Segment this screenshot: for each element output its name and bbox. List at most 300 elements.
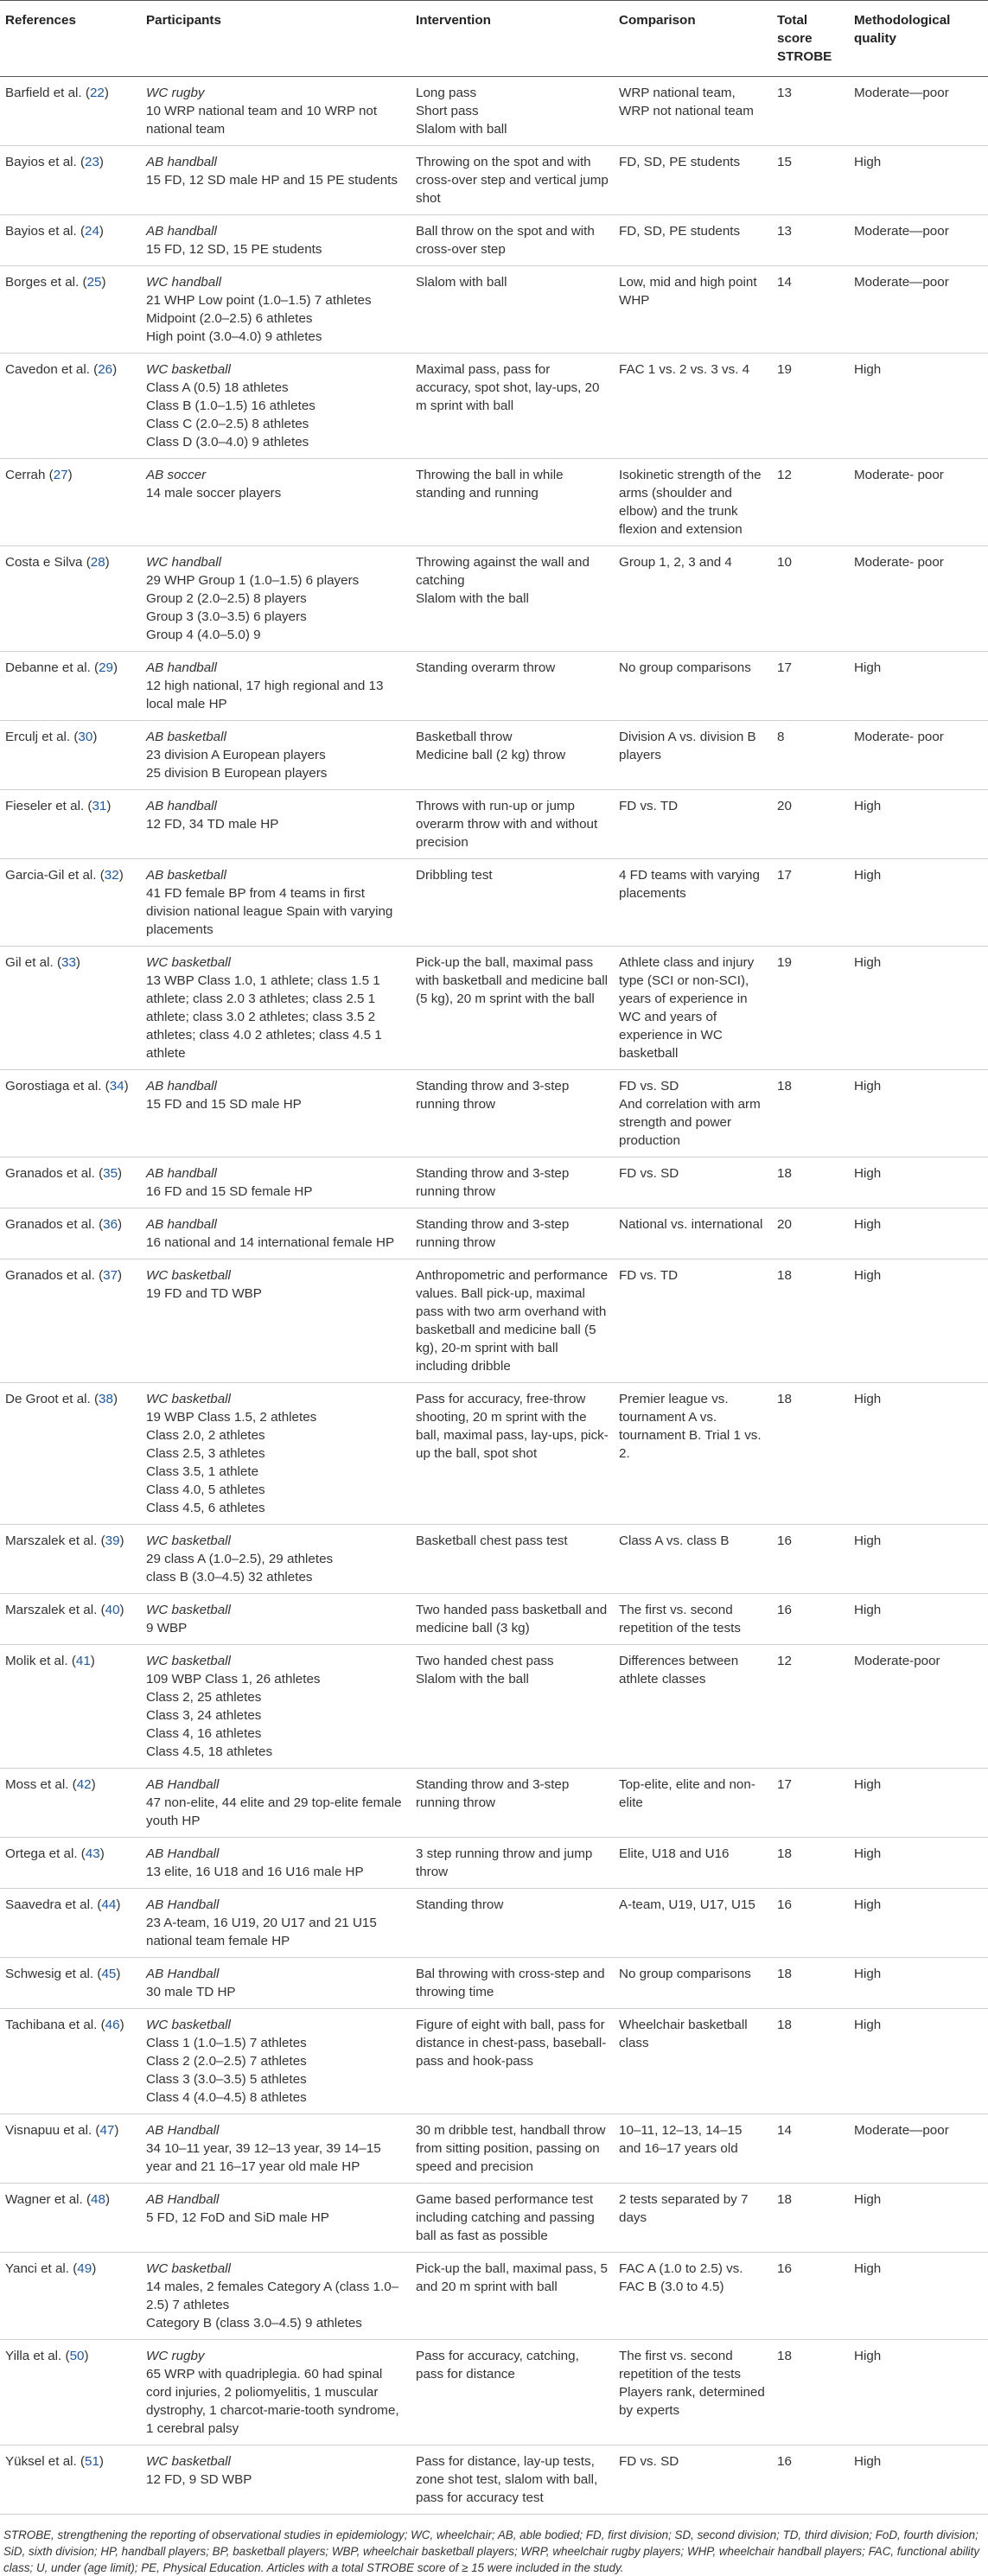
- reference-name: Fieseler et al.: [5, 799, 85, 813]
- participants-cell: [143, 77, 412, 146]
- cell-line: FD vs. TD: [619, 799, 679, 813]
- reference-cell: Borges et al. (25): [0, 266, 143, 354]
- cell-line: 34 10–11 year, 39 12–13 year, 39 14–15 year and 21 16–17 year old male HP: [146, 2141, 381, 2174]
- cell-line: 15 FD, 12 SD male HP and 15 PE students: [146, 173, 398, 188]
- sport-label: AB handball: [146, 155, 217, 169]
- participants-cell: [143, 1594, 412, 1645]
- table-row: [0, 459, 988, 546]
- cell-line: 15 FD, 12 SD, 15 PE students: [146, 242, 322, 257]
- cell-line: National vs. international: [619, 1217, 763, 1232]
- cell-line: Throws with run-up or jump overarm throw with and without precision: [416, 799, 598, 850]
- table-row: [0, 859, 988, 947]
- participants-cell: [143, 1259, 412, 1383]
- cell-line: 29 class A (1.0–2.5), 29 athletes: [146, 1552, 334, 1566]
- reference-link[interactable]: 25: [86, 275, 102, 290]
- intervention-cell: [412, 546, 615, 652]
- cell-line: 4 FD teams with varying placements: [619, 868, 760, 901]
- cell-line: Class 3.5, 1 athlete: [146, 1464, 259, 1479]
- quality-cell: High: [851, 354, 988, 459]
- strobe-score-cell: 16: [774, 2253, 851, 2340]
- cell-line: 12 FD, 34 TD male HP: [146, 817, 279, 832]
- cell-line: Midpoint (2.0–2.5) 6 athletes: [146, 311, 313, 326]
- intervention-cell: [412, 1838, 615, 1889]
- reference-link[interactable]: 33: [61, 955, 76, 970]
- participants-cell: [143, 2445, 412, 2515]
- strobe-score-cell: 18: [774, 1259, 851, 1383]
- intervention-cell: [412, 1645, 615, 1769]
- reference-name: Visnapuu et al.: [5, 2123, 92, 2138]
- column-header: References: [0, 1, 143, 77]
- cell-line: Wheelchair basketball class: [619, 2018, 748, 2050]
- cell-line: Basketball chest pass test: [416, 1533, 568, 1548]
- participants-cell: [143, 459, 412, 546]
- cell-line: Standing overarm throw: [416, 660, 556, 675]
- sport-label: AB Handball: [146, 1967, 220, 1981]
- cell-line: 23 A-team, 16 U19, 20 U17 and 21 U15 national team female HP: [146, 1916, 377, 1948]
- cell-line: 14 male soccer players: [146, 486, 282, 501]
- comparison-cell: [615, 1383, 774, 1525]
- reference-cell: Barfield et al. (22): [0, 77, 143, 146]
- intervention-cell: [412, 1070, 615, 1157]
- comparison-cell: [615, 1645, 774, 1769]
- cell-line: Class 3 (3.0–3.5) 5 athletes: [146, 2072, 307, 2087]
- cell-line: Dribbling test: [416, 868, 493, 883]
- reference-name: Granados et al.: [5, 1268, 95, 1283]
- reference-link[interactable]: 49: [77, 2261, 92, 2276]
- cell-line: Low, mid and high point WHP: [619, 275, 757, 308]
- intervention-cell: [412, 2184, 615, 2253]
- reference-link[interactable]: 24: [85, 224, 99, 239]
- table-footnote: STROBE, strengthening the reporting of observational studies in epidemiology; WC, wheelchair; AB, able bodied; FD, first division; SD, second division; TD, third division; FoD, fourth division; SiD, sixth division; HP, handball players; BP, basketball players; WBP, wheelchair basketball players; WRP, wheelchair rugby players; WHP, wheelchair handball players; FAC, functional ability class; U, under (age limit); PE, Physical Education. Articles with a total STROBE score of ≥ 15 were included in the study.: [3, 2528, 980, 2574]
- sport-label: AB Handball: [146, 2123, 220, 2138]
- sport-label: AB handball: [146, 799, 217, 813]
- participants-cell: [143, 790, 412, 859]
- reference-link[interactable]: 37: [103, 1268, 118, 1283]
- reference-name: Gil et al.: [5, 955, 54, 970]
- cell-line: Throwing against the wall and catching: [416, 555, 590, 588]
- comparison-cell: [615, 2114, 774, 2184]
- cell-line: Class 1 (1.0–1.5) 7 athletes: [146, 2036, 307, 2050]
- intervention-cell: [412, 1594, 615, 1645]
- cell-line: 41 FD female BP from 4 teams in first division national league Spain with varying placements: [146, 886, 393, 937]
- table-row: [0, 652, 988, 721]
- sport-label: WC basketball: [146, 1392, 231, 1406]
- intervention-cell: [412, 459, 615, 546]
- quality-cell: High: [851, 859, 988, 947]
- cell-line: Class A (0.5) 18 athletes: [146, 380, 289, 395]
- cell-line: Medicine ball (2 kg) throw: [416, 748, 566, 762]
- cell-line: 16 national and 14 international female HP: [146, 1235, 395, 1250]
- quality-cell: Moderate- poor: [851, 459, 988, 546]
- cell-line: Two handed pass basketball and medicine ball (3 kg): [416, 1603, 608, 1636]
- participants-cell: [143, 2340, 412, 2445]
- reference-link[interactable]: 22: [89, 86, 105, 100]
- participants-cell: [143, 1525, 412, 1594]
- participants-cell: [143, 2009, 412, 2114]
- quality-cell: Moderate—poor: [851, 2114, 988, 2184]
- cell-line: Standing throw: [416, 1897, 504, 1912]
- reference-name: Molik et al.: [5, 1654, 68, 1668]
- reference-name: Tachibana et al.: [5, 2018, 98, 2032]
- quality-cell: High: [851, 1070, 988, 1157]
- quality-cell: High: [851, 1157, 988, 1208]
- intervention-cell: [412, 652, 615, 721]
- reference-link[interactable]: 48: [91, 2192, 105, 2207]
- cell-line: Class 4, 16 athletes: [146, 1726, 262, 1741]
- strobe-score-cell: 16: [774, 1525, 851, 1594]
- reference-link[interactable]: 35: [103, 1166, 118, 1181]
- strobe-score-cell: 18: [774, 1958, 851, 2009]
- cell-line: Standing throw and 3-step running throw: [416, 1217, 570, 1250]
- table-row: [0, 1769, 988, 1838]
- cell-line: Slalom with ball: [416, 275, 507, 290]
- table-row: [0, 1259, 988, 1383]
- reference-link[interactable]: 45: [101, 1967, 117, 1981]
- cell-line: Class 2 (2.0–2.5) 7 athletes: [146, 2054, 307, 2069]
- comparison-cell: [615, 546, 774, 652]
- cell-line: Pass for accuracy, free-throw shooting, 20 m sprint with the ball, maximal pass, lay-ups, pick-up the ball, spot shot: [416, 1392, 609, 1461]
- table-row: [0, 1594, 988, 1645]
- quality-cell: High: [851, 2445, 988, 2515]
- reference-cell: Wagner et al. (48): [0, 2184, 143, 2253]
- cell-line: 3 step running throw and jump throw: [416, 1846, 593, 1879]
- table-row: [0, 1889, 988, 1958]
- comparison-cell: [615, 77, 774, 146]
- quality-cell: Moderate-poor: [851, 1645, 988, 1769]
- sport-label: WC basketball: [146, 2261, 231, 2276]
- cell-line: 29 WHP Group 1 (1.0–1.5) 6 players: [146, 573, 360, 588]
- strobe-score-cell: 16: [774, 1889, 851, 1958]
- intervention-cell: [412, 1525, 615, 1594]
- reference-link[interactable]: 36: [103, 1217, 118, 1232]
- quality-cell: High: [851, 652, 988, 721]
- cell-line: FD vs. SD: [619, 1079, 679, 1094]
- quality-cell: High: [851, 1958, 988, 2009]
- quality-cell: Moderate—poor: [851, 266, 988, 354]
- comparison-cell: [615, 1889, 774, 1958]
- cell-line: Class 4.0, 5 athletes: [146, 1482, 265, 1497]
- strobe-score-cell: 12: [774, 459, 851, 546]
- cell-line: Game based performance test including catching and passing ball as fast as possible: [416, 2192, 595, 2243]
- participants-cell: [143, 1208, 412, 1259]
- reference-name: Yanci et al.: [5, 2261, 70, 2276]
- table-row: [0, 266, 988, 354]
- reference-link[interactable]: 40: [105, 1603, 120, 1617]
- comparison-cell: [615, 2445, 774, 2515]
- cell-line: And correlation with arm strength and power production: [619, 1097, 761, 1148]
- reference-cell: Granados et al. (36): [0, 1208, 143, 1259]
- intervention-cell: [412, 721, 615, 790]
- quality-cell: Moderate—poor: [851, 215, 988, 266]
- reference-link[interactable]: 28: [90, 555, 105, 570]
- reference-link[interactable]: 26: [98, 362, 113, 377]
- reference-link[interactable]: 47: [99, 2123, 115, 2138]
- reference-cell: Gorostiaga et al. (34): [0, 1070, 143, 1157]
- intervention-cell: [412, 1383, 615, 1525]
- strobe-score-cell: 18: [774, 2184, 851, 2253]
- table-row: [0, 2009, 988, 2114]
- cell-line: The first vs. second repetition of the tests: [619, 1603, 741, 1636]
- intervention-cell: [412, 859, 615, 947]
- comparison-cell: [615, 1070, 774, 1157]
- reference-name: Yilla et al.: [5, 2349, 62, 2363]
- quality-cell: Moderate- poor: [851, 546, 988, 652]
- reference-link[interactable]: 43: [85, 1846, 100, 1861]
- strobe-score-cell: 10: [774, 546, 851, 652]
- reference-link[interactable]: 42: [76, 1777, 92, 1792]
- table-row: [0, 146, 988, 215]
- cell-line: Class 4.5, 6 athletes: [146, 1501, 265, 1515]
- sport-label: AB Handball: [146, 1846, 220, 1861]
- reference-cell: Gil et al. (33): [0, 947, 143, 1070]
- table-row: [0, 77, 988, 146]
- cell-line: Elite, U18 and U16: [619, 1846, 730, 1861]
- reference-name: Bayios et al.: [5, 155, 77, 169]
- reference-name: Granados et al.: [5, 1217, 95, 1232]
- table-row: [0, 2445, 988, 2515]
- comparison-cell: [615, 215, 774, 266]
- cell-line: Division A vs. division B players: [619, 730, 756, 762]
- strobe-score-cell: 18: [774, 1070, 851, 1157]
- participants-cell: [143, 1958, 412, 2009]
- column-header: Total score STROBE: [774, 1, 851, 77]
- cell-line: FAC 1 vs. 2 vs. 3 vs. 4: [619, 362, 750, 377]
- reference-name: Erculj et al.: [5, 730, 71, 744]
- sport-label: WC basketball: [146, 955, 231, 970]
- intervention-cell: [412, 1208, 615, 1259]
- reference-cell: Marszalek et al. (39): [0, 1525, 143, 1594]
- strobe-score-cell: 17: [774, 859, 851, 947]
- cell-line: FAC A (1.0 to 2.5) vs. FAC B (3.0 to 4.5): [619, 2261, 743, 2294]
- reference-link[interactable]: 30: [78, 730, 93, 744]
- reference-cell: Granados et al. (35): [0, 1157, 143, 1208]
- cell-line: 30 male TD HP: [146, 1985, 236, 1999]
- cell-line: Maximal pass, pass for accuracy, spot shot, lay-ups, 20 m sprint with ball: [416, 362, 600, 413]
- comparison-cell: [615, 1259, 774, 1383]
- comparison-cell: [615, 2253, 774, 2340]
- cell-line: 9 WBP: [146, 1621, 188, 1636]
- sport-label: AB handball: [146, 1166, 217, 1181]
- cell-line: No group comparisons: [619, 1967, 751, 1981]
- participants-cell: [143, 859, 412, 947]
- sport-label: AB soccer: [146, 468, 207, 482]
- strobe-score-cell: 18: [774, 2009, 851, 2114]
- reference-name: Wagner et al.: [5, 2192, 83, 2207]
- comparison-cell: [615, 459, 774, 546]
- reference-link[interactable]: 46: [105, 2018, 120, 2032]
- table-row: [0, 2184, 988, 2253]
- cell-line: FD vs. TD: [619, 1268, 679, 1283]
- comparison-cell: [615, 354, 774, 459]
- reference-cell: Schwesig et al. (45): [0, 1958, 143, 2009]
- cell-line: FD vs. SD: [619, 2454, 679, 2469]
- comparison-cell: [615, 1594, 774, 1645]
- cell-line: Group 4 (4.0–5.0) 9: [146, 628, 261, 642]
- cell-line: 47 non-elite, 44 elite and 29 top-elite female youth HP: [146, 1795, 402, 1828]
- strobe-score-cell: 18: [774, 1838, 851, 1889]
- cell-line: Basketball throw: [416, 730, 513, 744]
- cell-line: Pass for distance, lay-up tests, zone shot test, slalom with ball, pass for accuracy test: [416, 2454, 598, 2505]
- strobe-score-cell: 13: [774, 77, 851, 146]
- reference-name: Gorostiaga et al.: [5, 1079, 102, 1094]
- table-row: [0, 1383, 988, 1525]
- strobe-score-cell: 14: [774, 2114, 851, 2184]
- intervention-cell: [412, 2114, 615, 2184]
- participants-cell: [143, 1769, 412, 1838]
- reference-link[interactable]: 38: [99, 1392, 113, 1406]
- reference-link[interactable]: 34: [109, 1079, 124, 1094]
- cell-line: Class D (3.0–4.0) 9 athletes: [146, 435, 309, 450]
- cell-line: 5 FD, 12 FoD and SiD male HP: [146, 2210, 329, 2225]
- cell-line: Group 1, 2, 3 and 4: [619, 555, 732, 570]
- intervention-cell: [412, 354, 615, 459]
- sport-label: WC rugby: [146, 2349, 205, 2363]
- strobe-score-cell: 8: [774, 721, 851, 790]
- cell-line: Standing throw and 3-step running throw: [416, 1777, 570, 1810]
- cell-line: Throwing on the spot and with cross-over step and vertical jump shot: [416, 155, 609, 206]
- cell-line: Isokinetic strength of the arms (shoulder and elbow) and the trunk flexion and extension: [619, 468, 762, 537]
- quality-cell: High: [851, 2009, 988, 2114]
- intervention-cell: [412, 266, 615, 354]
- column-header: Methodological quality: [851, 1, 988, 77]
- sport-label: WC basketball: [146, 1533, 231, 1548]
- intervention-cell: [412, 2445, 615, 2515]
- sport-label: AB Handball: [146, 1777, 220, 1792]
- strobe-score-cell: 19: [774, 354, 851, 459]
- reference-name: Cerrah: [5, 468, 46, 482]
- cell-line: 109 WBP Class 1, 26 athletes: [146, 1672, 321, 1687]
- table-row: [0, 1645, 988, 1769]
- reference-cell: Debanne et al. (29): [0, 652, 143, 721]
- reference-name: Yüksel et al.: [5, 2454, 77, 2469]
- cell-line: Group 3 (3.0–3.5) 6 players: [146, 609, 307, 624]
- reference-link[interactable]: 50: [69, 2349, 85, 2363]
- cell-line: 12 FD, 9 SD WBP: [146, 2472, 252, 2487]
- reference-cell: Visnapuu et al. (47): [0, 2114, 143, 2184]
- table-row: [0, 721, 988, 790]
- strobe-score-cell: 17: [774, 1769, 851, 1838]
- reference-cell: Costa e Silva (28): [0, 546, 143, 652]
- cell-line: 14 males, 2 females Category A (class 1.0–2.5) 7 athletes: [146, 2280, 399, 2312]
- reference-name: Bayios et al.: [5, 224, 77, 239]
- participants-cell: [143, 546, 412, 652]
- reference-cell: Saavedra et al. (44): [0, 1889, 143, 1958]
- participants-cell: [143, 2114, 412, 2184]
- table-row: [0, 790, 988, 859]
- quality-cell: High: [851, 1259, 988, 1383]
- reference-cell: Cavedon et al. (26): [0, 354, 143, 459]
- reference-cell: Yanci et al. (49): [0, 2253, 143, 2340]
- reference-name: Ortega et al.: [5, 1846, 78, 1861]
- cell-line: Standing throw and 3-step running throw: [416, 1166, 570, 1199]
- intervention-cell: [412, 2340, 615, 2445]
- intervention-cell: [412, 790, 615, 859]
- participants-cell: [143, 2184, 412, 2253]
- quality-cell: High: [851, 1208, 988, 1259]
- sport-label: AB handball: [146, 1217, 217, 1232]
- reference-link[interactable]: 27: [53, 468, 68, 482]
- cell-line: 23 division A European players: [146, 748, 326, 762]
- comparison-cell: [615, 2340, 774, 2445]
- quality-cell: High: [851, 2340, 988, 2445]
- cell-line: 16 FD and 15 SD female HP: [146, 1184, 313, 1199]
- strobe-score-cell: 18: [774, 1157, 851, 1208]
- comparison-cell: [615, 652, 774, 721]
- cell-line: 15 FD and 15 SD male HP: [146, 1097, 302, 1112]
- participants-cell: [143, 1070, 412, 1157]
- cell-line: 25 division B European players: [146, 766, 328, 781]
- reference-cell: Garcia-Gil et al. (32): [0, 859, 143, 947]
- reference-link[interactable]: 51: [85, 2454, 99, 2469]
- cell-line: Class 2, 25 athletes: [146, 1690, 262, 1705]
- reference-cell: Bayios et al. (24): [0, 215, 143, 266]
- quality-cell: High: [851, 1769, 988, 1838]
- comparison-cell: [615, 2184, 774, 2253]
- cell-line: 21 WHP Low point (1.0–1.5) 7 athletes: [146, 293, 372, 308]
- intervention-cell: [412, 1958, 615, 2009]
- cell-line: 2 tests separated by 7 days: [619, 2192, 749, 2225]
- reference-link[interactable]: 31: [92, 799, 107, 813]
- comparison-cell: [615, 266, 774, 354]
- reference-cell: Bayios et al. (23): [0, 146, 143, 215]
- cell-line: Class 4.5, 18 athletes: [146, 1744, 273, 1759]
- reference-name: Marszalek et al.: [5, 1533, 98, 1548]
- reference-link[interactable]: 29: [99, 660, 113, 675]
- comparison-cell: [615, 947, 774, 1070]
- cell-line: The first vs. second repetition of the tests: [619, 2349, 741, 2382]
- sport-label: WC basketball: [146, 1603, 231, 1617]
- intervention-cell: [412, 146, 615, 215]
- reference-name: Costa e Silva: [5, 555, 83, 570]
- participants-cell: [143, 215, 412, 266]
- participants-cell: [143, 146, 412, 215]
- reference-link[interactable]: 32: [104, 868, 119, 883]
- comparison-cell: [615, 1525, 774, 1594]
- reference-link[interactable]: 23: [85, 155, 99, 169]
- cell-line: 10 WRP national team and 10 WRP not national team: [146, 104, 378, 137]
- intervention-cell: [412, 2009, 615, 2114]
- cell-line: Class C (2.0–2.5) 8 athletes: [146, 417, 309, 431]
- sport-label: WC basketball: [146, 2454, 231, 2469]
- quality-cell: Moderate- poor: [851, 721, 988, 790]
- reference-cell: Yüksel et al. (51): [0, 2445, 143, 2515]
- reference-cell: De Groot et al. (38): [0, 1383, 143, 1525]
- cell-line: Pass for accuracy, catching, pass for distance: [416, 2349, 579, 2382]
- participants-cell: [143, 1838, 412, 1889]
- strobe-score-cell: 19: [774, 947, 851, 1070]
- reference-link[interactable]: 41: [75, 1654, 91, 1668]
- cell-line: Class 2.5, 3 athletes: [146, 1446, 265, 1461]
- cell-line: 13 WBP Class 1.0, 1 athlete; class 1.5 1 athlete; class 2.0 3 athletes; class 2.5 1 athlete; class 3.0 2 athletes; class 3.5 2 athletes; class 4.0 2 athletes; class 4.5 1 athlete: [146, 973, 382, 1061]
- table-row: [0, 2253, 988, 2340]
- sport-label: WC rugby: [146, 86, 205, 100]
- reference-cell: Granados et al. (37): [0, 1259, 143, 1383]
- reference-link[interactable]: 39: [105, 1533, 120, 1548]
- cell-line: Throwing the ball in while standing and running: [416, 468, 564, 501]
- strobe-score-cell: 13: [774, 215, 851, 266]
- participants-cell: [143, 1889, 412, 1958]
- reference-cell: Tachibana et al. (46): [0, 2009, 143, 2114]
- cell-line: Ball throw on the spot and with cross-over step: [416, 224, 595, 257]
- reference-cell: Erculj et al. (30): [0, 721, 143, 790]
- cell-line: Pick-up the ball, maximal pass, 5 and 20 m sprint with ball: [416, 2261, 608, 2294]
- reference-name: Borges et al.: [5, 275, 80, 290]
- reference-link[interactable]: 44: [101, 1897, 117, 1912]
- reference-cell: Yilla et al. (50): [0, 2340, 143, 2445]
- sport-label: WC basketball: [146, 362, 231, 377]
- sport-label: AB handball: [146, 1079, 217, 1094]
- cell-line: Class 4 (4.0–4.5) 8 athletes: [146, 2090, 307, 2105]
